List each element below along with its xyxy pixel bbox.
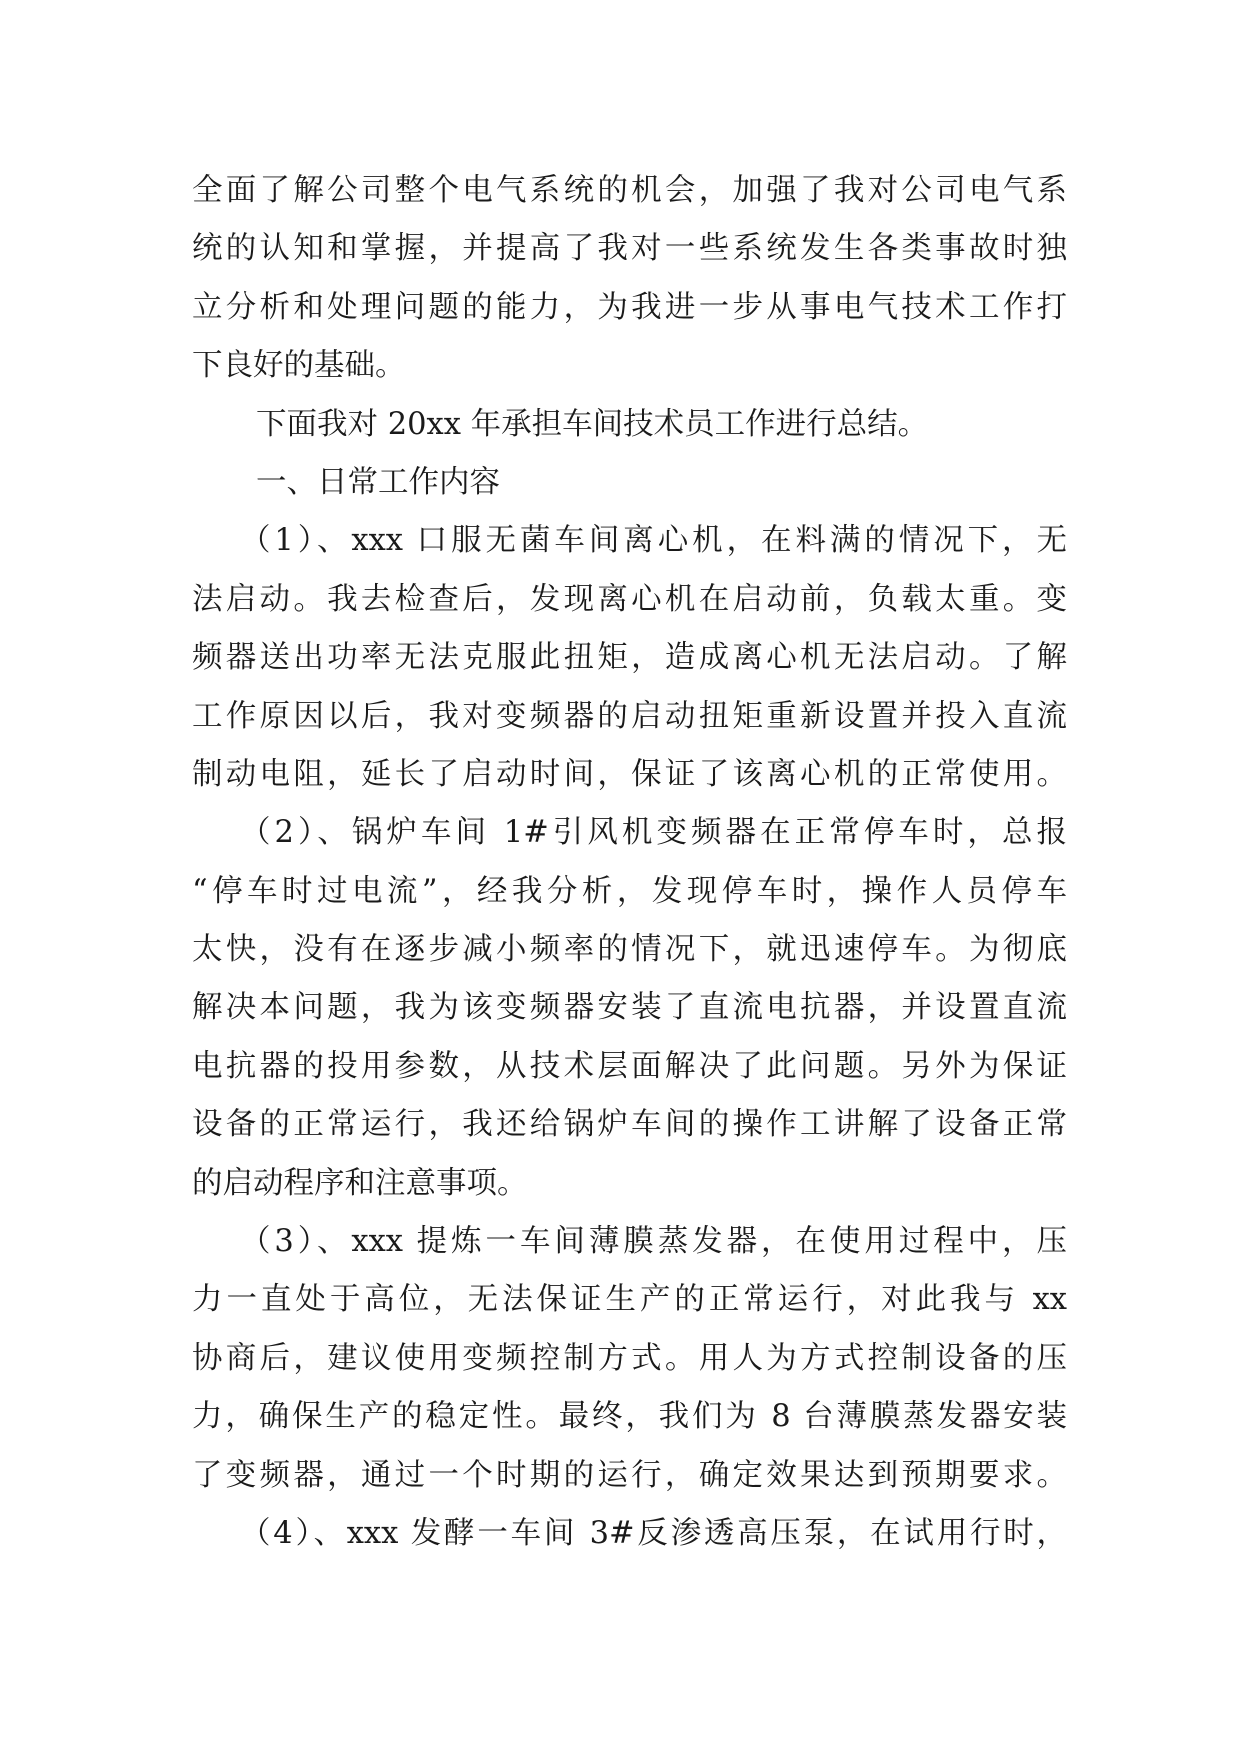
text-line: 统的认知和掌握，并提高了我对一些系统发生各类事故时独: [192, 231, 1067, 267]
section-heading: 一、日常工作内容: [256, 464, 500, 500]
text-line: 电抗器的投用参数，从技术层面解决了此问题。另外为保证: [192, 1048, 1067, 1084]
text-line: 了变频器，通过一个时期的运行，确定效果达到预期要求。: [192, 1457, 1067, 1493]
text-line: 法启动。我去检查后，发现离心机在启动前，负载太重。变: [192, 581, 1067, 617]
text-line: （4）、xxx 发酵一车间 3#反渗透高压泵，在试用行时，: [240, 1515, 1067, 1551]
text-line: 下良好的基础。: [192, 348, 406, 384]
text-line: 工作原因以后，我对变频器的启动扭矩重新设置并投入直流: [192, 698, 1067, 734]
text-line: 力一直处于高位，无法保证生产的正常运行，对此我与 xx: [192, 1282, 1067, 1318]
text-line: （3）、xxx 提炼一车间薄膜蒸发器，在使用过程中，压: [240, 1224, 1067, 1260]
document-body: [192, 162, 1067, 1563]
text-line: 协商后，建议使用变频控制方式。用人为方式控制设备的压: [192, 1340, 1067, 1376]
text-line: 立分析和处理问题的能力，为我进一步从事电气技术工作打: [192, 289, 1067, 325]
text-line: （1）、xxx 口服无菌车间离心机，在料满的情况下，无: [240, 523, 1067, 559]
text-line: 太快，没有在逐步减小频率的情况下，就迅速停车。为彻底: [192, 932, 1067, 968]
text-line: 频器送出功率无法克服此扭矩，造成离心机无法启动。了解: [192, 640, 1067, 676]
paragraph-intro: 下面我对 20xx 年承担车间技术员工作进行总结。: [256, 406, 929, 442]
text-line: 制动电阻，延长了启动时间，保证了该离心机的正常使用。: [192, 756, 1067, 792]
text-line: 全面了解公司整个电气系统的机会，加强了我对公司电气系: [192, 173, 1067, 208]
text-line: 力，确保生产的稳定性。最终，我们为 8 台薄膜蒸发器安装: [192, 1399, 1067, 1435]
text-line: 的启动程序和注意事项。: [192, 1165, 528, 1201]
text-line: 设备的正常运行，我还给锅炉车间的操作工讲解了设备正常: [192, 1107, 1067, 1143]
text-line: （2）、锅炉车间 1#引风机变频器在正常停车时，总报: [240, 815, 1067, 851]
text-line: “停车时过电流”，经我分析，发现停车时，操作人员停车: [192, 873, 1067, 909]
text-line: 解决本问题，我为该变频器安装了直流电抗器，并设置直流: [192, 990, 1067, 1026]
